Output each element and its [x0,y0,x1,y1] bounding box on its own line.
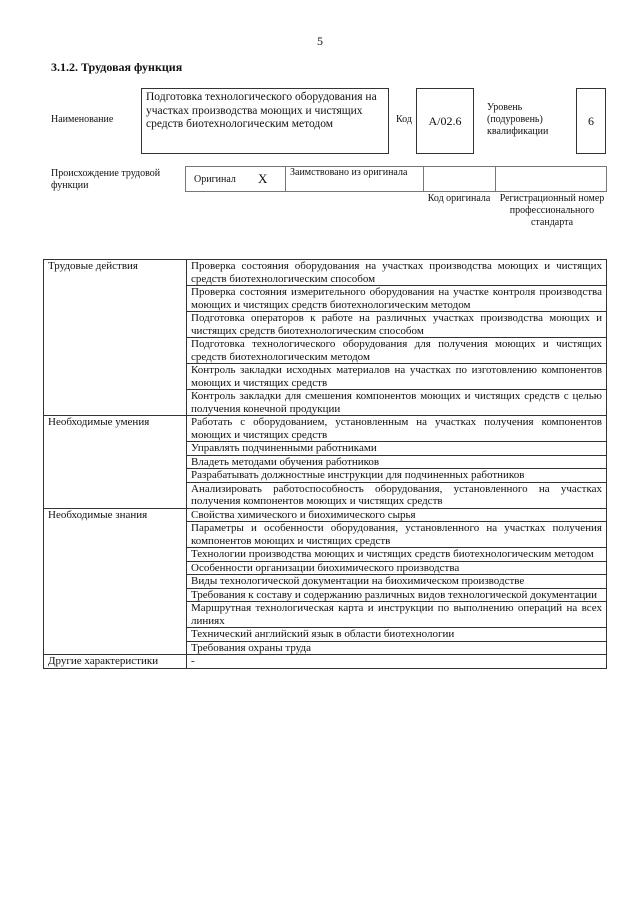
item-cell: Требования охраны труда [187,641,607,655]
item-cell: Контроль закладки для смешения компонентов моющих и чистящих средств с целью получения конечной продукции [187,390,607,416]
item-cell: Виды технологической документации на биохимическом производстве [187,575,607,589]
origin-row [185,166,607,192]
function-name: Подготовка технологического оборудования на участках производства моющих и чистящих средств биотехнологическим методом [141,88,389,154]
category-cell: Необходимые умения [44,416,187,509]
registration-number-cell [496,167,606,191]
item-cell: Владеть методами обучения работников [187,455,607,469]
level-label: Уровень (подуровень) квалификации [487,102,549,137]
item-cell: Проверка состояния измерительного оборудования на участке контроля производства моющих и чистящих средств биотехнологическим методом [187,286,607,312]
table-row [44,655,607,669]
original-label: Оригинал [194,174,236,185]
item-cell: Технический английский язык в области биотехнологии [187,628,607,642]
item-cell: Анализировать работоспособность оборудования, установленного на участках получения компонентов моющих и чистящих средств [187,482,607,508]
original-mark: X [258,171,268,186]
original-cell [186,167,286,191]
item-cell: Управлять подчиненными работниками [187,442,607,456]
item-cell: Параметры и особенности оборудования, установленного на участках получения компонентов моющих и чистящих средств [187,522,607,548]
code-label: Код [396,114,412,125]
category-cell: Необходимые знания [44,508,187,655]
item-cell: Подготовка операторов к работе на различных участках производства моющих и чистящих средств биотехнологическим способом [187,312,607,338]
original-code-cell [424,167,496,191]
function-details-table [43,259,607,669]
function-code: A/02.6 [416,88,474,154]
item-cell: Свойства химического и биохимического сырья [187,508,607,522]
name-label: Наименование [51,114,114,125]
item-cell: Требования к составу и содержанию различных видов технологической документации [187,588,607,602]
category-cell: Другие характеристики [44,655,187,669]
page-number: 5 [317,34,323,48]
borrowed-label: Заимствовано из оригинала [290,167,408,178]
category-cell: Трудовые действия [44,260,187,416]
item-cell: Контроль закладки исходных материалов на участках по изготовлению компонентов моющих и чистящих средств [187,364,607,390]
qualification-level: 6 [576,88,606,154]
table-row [44,260,607,286]
item-cell: Маршрутная технологическая карта и инструкции по выполнению операций на всех линиях [187,602,607,628]
origin-label: Происхождение трудовой функции [51,168,161,191]
item-cell: Подготовка технологического оборудования для получения моющих и чистящих средств биотехнологическим методом [187,338,607,364]
item-cell: Особенности организации биохимического производства [187,561,607,575]
section-title: 3.1.2. Трудовая функция [51,60,183,74]
registration-caption: Регистрационный номер профессионального стандарта [499,193,605,228]
item-cell: Работать с оборудованием, установленным на участках получения компонентов моющих и чистящих средств [187,416,607,442]
item-cell: Технологии производства моющих и чистящих средств биотехнологическим методом [187,548,607,562]
item-cell: Разрабатывать должностные инструкции для подчиненных работников [187,469,607,483]
table-row [44,508,607,522]
item-cell: Проверка состояния оборудования на участках производства моющих и чистящих средств биотехнологическим способом [187,260,607,286]
code-caption: Код оригинала [427,193,491,204]
table-row [44,416,607,442]
item-cell: - [187,655,607,669]
borrowed-cell [286,167,424,191]
